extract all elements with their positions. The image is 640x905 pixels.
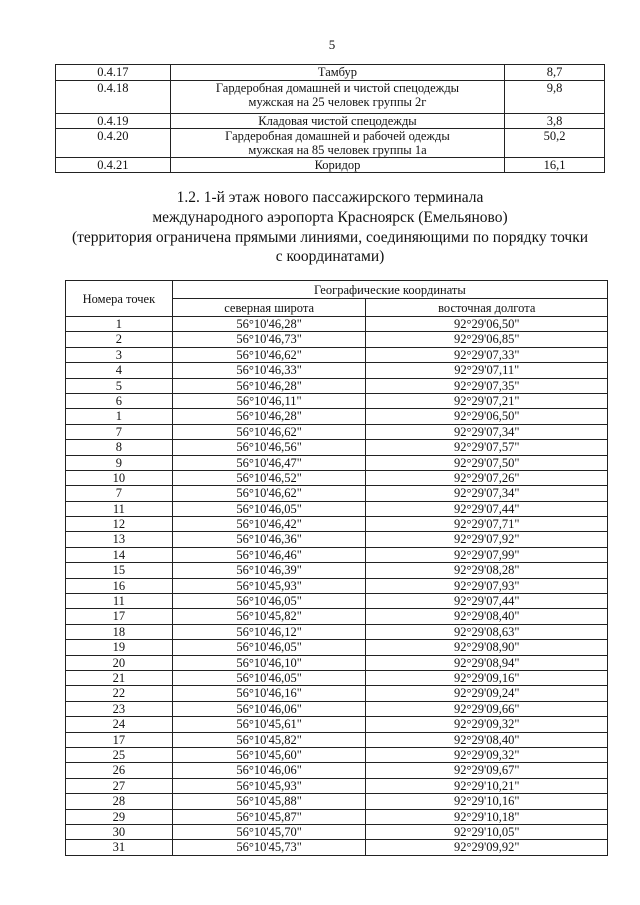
longitude: 92°29'07,34" [366, 424, 608, 439]
latitude: 56°10'45,88" [172, 794, 366, 809]
room-area: 3,8 [505, 114, 605, 129]
latitude: 56°10'45,93" [172, 578, 366, 593]
point-number: 17 [66, 732, 173, 747]
longitude: 92°29'07,26" [366, 470, 608, 485]
table-row [66, 440, 608, 455]
table-row [66, 670, 608, 685]
room-area: 8,7 [505, 65, 605, 81]
header-longitude: восточная долгота [366, 299, 608, 317]
longitude: 92°29'07,11" [366, 363, 608, 378]
room-row [56, 65, 605, 81]
latitude: 56°10'46,05" [172, 594, 366, 609]
point-number: 8 [66, 440, 173, 455]
latitude: 56°10'46,28" [172, 378, 366, 393]
latitude: 56°10'45,82" [172, 732, 366, 747]
longitude: 92°29'07,34" [366, 486, 608, 501]
room-code: 0.4.21 [56, 158, 171, 173]
latitude: 56°10'46,16" [172, 686, 366, 701]
point-number: 9 [66, 455, 173, 470]
heading-line: с координатами) [275, 248, 385, 266]
latitude: 56°10'46,52" [172, 470, 366, 485]
longitude: 92°29'07,93" [366, 578, 608, 593]
point-number: 21 [66, 670, 173, 685]
longitude: 92°29'08,63" [366, 624, 608, 639]
room-row [56, 129, 605, 158]
longitude: 92°29'10,18" [366, 809, 608, 824]
table-row [66, 424, 608, 439]
room-code: 0.4.18 [56, 81, 171, 114]
table-row [66, 640, 608, 655]
point-number: 31 [66, 840, 173, 855]
longitude: 92°29'07,33" [366, 347, 608, 362]
table-row [66, 686, 608, 701]
longitude: 92°29'09,16" [366, 670, 608, 685]
table-row [66, 840, 608, 855]
latitude: 56°10'46,10" [172, 655, 366, 670]
point-number: 15 [66, 563, 173, 578]
longitude: 92°29'10,05" [366, 824, 608, 839]
latitude: 56°10'46,05" [172, 670, 366, 685]
latitude: 56°10'45,73" [172, 840, 366, 855]
table-row [66, 347, 608, 362]
table-row [66, 532, 608, 547]
longitude: 92°29'09,32" [366, 747, 608, 762]
table-row [66, 794, 608, 809]
point-number: 7 [66, 486, 173, 501]
latitude: 56°10'46,46" [172, 547, 366, 562]
latitude: 56°10'46,62" [172, 347, 366, 362]
header-point-numbers: Номера точек [66, 281, 173, 317]
table-row [66, 747, 608, 762]
longitude: 92°29'09,66" [366, 701, 608, 716]
room-row [56, 158, 605, 173]
longitude: 92°29'07,44" [366, 501, 608, 516]
latitude: 56°10'46,42" [172, 517, 366, 532]
point-number: 6 [66, 393, 173, 408]
point-number: 28 [66, 794, 173, 809]
point-number: 7 [66, 424, 173, 439]
point-number: 18 [66, 624, 173, 639]
room-name: Коридор [170, 158, 504, 173]
point-number: 11 [66, 594, 173, 609]
table-row [66, 378, 608, 393]
table-row [66, 332, 608, 347]
latitude: 56°10'45,82" [172, 609, 366, 624]
table-row [66, 486, 608, 501]
latitude: 56°10'45,61" [172, 717, 366, 732]
header-geo-coordinates: Географические координаты [172, 281, 607, 299]
table-row [66, 563, 608, 578]
point-number: 1 [66, 409, 173, 424]
latitude: 56°10'46,28" [172, 317, 366, 332]
room-name: Гардеробная домашней и рабочей одежды мужская на 85 человек группы 1а [170, 129, 504, 158]
latitude: 56°10'46,33" [172, 363, 366, 378]
latitude: 56°10'45,87" [172, 809, 366, 824]
latitude: 56°10'46,56" [172, 440, 366, 455]
room-row [56, 114, 605, 129]
table-row [66, 363, 608, 378]
latitude: 56°10'46,36" [172, 532, 366, 547]
table-row [66, 624, 608, 639]
longitude: 92°29'08,90" [366, 640, 608, 655]
table-row [66, 578, 608, 593]
longitude: 92°29'09,24" [366, 686, 608, 701]
room-area: 50,2 [505, 129, 605, 158]
table-row [66, 763, 608, 778]
latitude: 56°10'46,05" [172, 501, 366, 516]
point-number: 1 [66, 317, 173, 332]
heading-line: 1.2. 1-й этаж нового пассажирского терминала [176, 189, 484, 206]
longitude: 92°29'06,85" [366, 332, 608, 347]
longitude: 92°29'09,67" [366, 763, 608, 778]
room-code: 0.4.19 [56, 114, 171, 129]
longitude: 92°29'07,71" [366, 517, 608, 532]
longitude: 92°29'08,28" [366, 563, 608, 578]
longitude: 92°29'10,21" [366, 778, 608, 793]
header-latitude: северная широта [172, 299, 366, 317]
room-name: Кладовая чистой спецодежды [170, 114, 504, 129]
point-number: 13 [66, 532, 173, 547]
table-row [66, 717, 608, 732]
latitude: 56°10'45,70" [172, 824, 366, 839]
table-row [66, 470, 608, 485]
latitude: 56°10'46,73" [172, 332, 366, 347]
point-number: 19 [66, 640, 173, 655]
point-number: 5 [66, 378, 173, 393]
table-row [66, 547, 608, 562]
room-area: 16,1 [505, 158, 605, 173]
latitude: 56°10'46,62" [172, 424, 366, 439]
table-row [66, 809, 608, 824]
longitude: 92°29'07,57" [366, 440, 608, 455]
table-row [66, 778, 608, 793]
longitude: 92°29'08,40" [366, 732, 608, 747]
point-number: 3 [66, 347, 173, 362]
longitude: 92°29'08,94" [366, 655, 608, 670]
longitude: 92°29'07,99" [366, 547, 608, 562]
point-number: 26 [66, 763, 173, 778]
point-number: 14 [66, 547, 173, 562]
latitude: 56°10'45,60" [172, 747, 366, 762]
table-row [66, 732, 608, 747]
point-number: 25 [66, 747, 173, 762]
latitude: 56°10'46,28" [172, 409, 366, 424]
table-row [66, 609, 608, 624]
longitude: 92°29'06,50" [366, 409, 608, 424]
table-row [66, 501, 608, 516]
longitude: 92°29'07,21" [366, 393, 608, 408]
section-heading [50, 188, 610, 267]
table-row [66, 594, 608, 609]
room-name: Тамбур [170, 65, 504, 81]
latitude: 56°10'46,62" [172, 486, 366, 501]
page-number: 5 [328, 37, 336, 52]
heading-line: (территория ограничена прямыми линиями, соединяющими по порядку точки [71, 228, 589, 246]
latitude: 56°10'46,05" [172, 640, 366, 655]
rooms-table [55, 64, 605, 173]
table-row [66, 409, 608, 424]
point-number: 22 [66, 686, 173, 701]
table-row [66, 517, 608, 532]
room-name: Гардеробная домашней и чистой спецодежды мужская на 25 человек группы 2г [170, 81, 504, 114]
longitude: 92°29'07,92" [366, 532, 608, 547]
point-number: 17 [66, 609, 173, 624]
longitude: 92°29'06,50" [366, 317, 608, 332]
table-row [66, 455, 608, 470]
latitude: 56°10'46,47" [172, 455, 366, 470]
longitude: 92°29'08,40" [366, 609, 608, 624]
point-number: 29 [66, 809, 173, 824]
latitude: 56°10'46,12" [172, 624, 366, 639]
latitude: 56°10'46,11" [172, 393, 366, 408]
longitude: 92°29'10,16" [366, 794, 608, 809]
room-row [56, 81, 605, 114]
room-code: 0.4.17 [56, 65, 171, 81]
coordinates-table [65, 280, 608, 856]
table-row [66, 701, 608, 716]
latitude: 56°10'46,06" [172, 763, 366, 778]
point-number: 30 [66, 824, 173, 839]
point-number: 23 [66, 701, 173, 716]
room-area: 9,8 [505, 81, 605, 114]
table-row [66, 393, 608, 408]
point-number: 10 [66, 470, 173, 485]
point-number: 4 [66, 363, 173, 378]
longitude: 92°29'07,35" [366, 378, 608, 393]
longitude: 92°29'07,44" [366, 594, 608, 609]
point-number: 2 [66, 332, 173, 347]
table-row [66, 317, 608, 332]
latitude: 56°10'45,93" [172, 778, 366, 793]
point-number: 12 [66, 517, 173, 532]
point-number: 16 [66, 578, 173, 593]
latitude: 56°10'46,06" [172, 701, 366, 716]
table-row [66, 655, 608, 670]
longitude: 92°29'07,50" [366, 455, 608, 470]
point-number: 24 [66, 717, 173, 732]
table-row [66, 824, 608, 839]
point-number: 11 [66, 501, 173, 516]
longitude: 92°29'09,32" [366, 717, 608, 732]
room-code: 0.4.20 [56, 129, 171, 158]
point-number: 20 [66, 655, 173, 670]
longitude: 92°29'09,92" [366, 840, 608, 855]
heading-line: международного аэропорта Красноярск (Емельяново) [152, 208, 508, 226]
point-number: 27 [66, 778, 173, 793]
latitude: 56°10'46,39" [172, 563, 366, 578]
